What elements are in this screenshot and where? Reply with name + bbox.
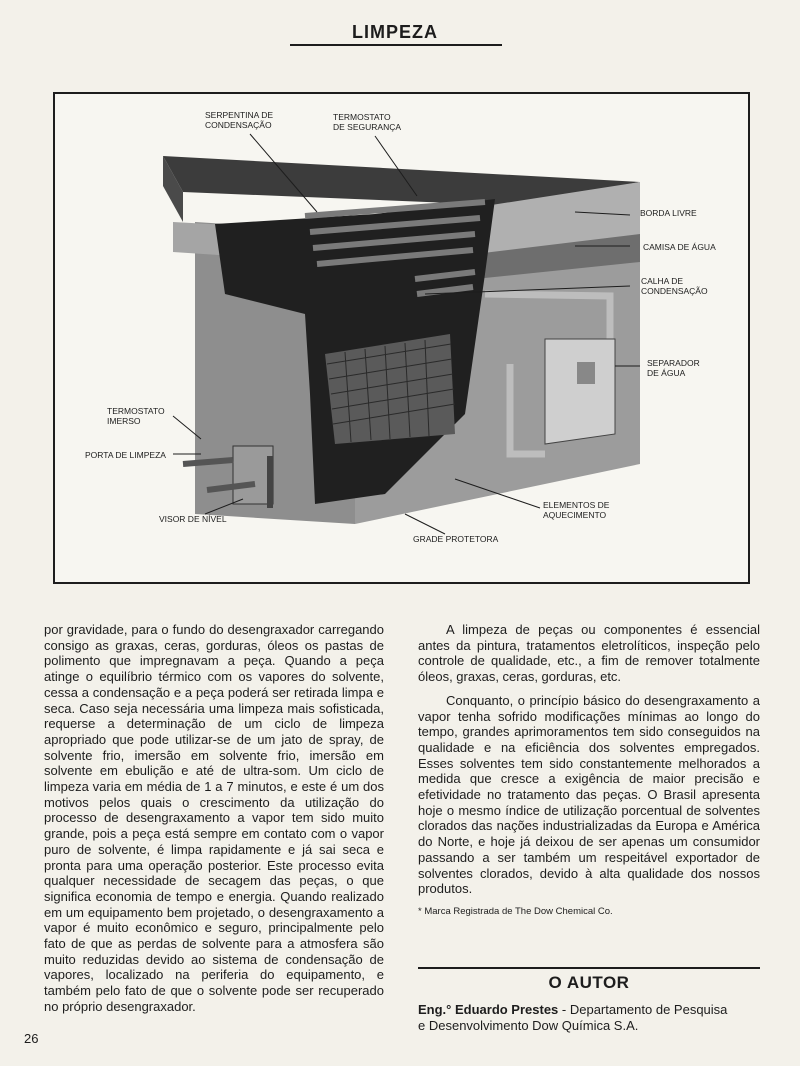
- author-name: Eng.° Eduardo Prestes: [418, 1002, 559, 1017]
- left-paragraph: por gravidade, para o fundo do desengraxador carregando consigo as graxas, ceras, gorduras, óleos os pastas de polimento que impregnavam a peça. Quando a peça atinge o equilíbrio térmico com os vapores do solvente, cessa a condensação e a peça poderá ser retirada limpa e seca. Caso seja necessária uma limpeza mais sofisticada, requerse a determinação de um ciclo de limpeza apropriado que pode utilizar-se de um jato de spray, de solvente frio, imersão em solvente frio, imersão em solvente em ebulição e até de ultra-som. Um ciclo de limpeza varia em média de 1 a 7 minutos, e este é um dos motivos pelos quais o crescimento da utilização do processo de desengraxamento a vapor tem sido muito grande, pois a peça está sempre em contato com o vapor puro de solvente, é limpa rapidamente e já sai seca e pronta para uma operação posterior. Este processo evita qualquer necessidade de secagem das peças, o que significa economia de tempo e energia. Quando realizado em um equipamento bem projetado, o desengraxamento a vapor é muito econômico e seguro, principalmente pelo fato de que as perdas de solvente para a atmosfera são muito reduzidas devido ao sistema de condensação de vapores, localizado na periferia do equipamento, e também pelo fato de que o solvente pode ser recuperado no próprio desengraxador.: [44, 622, 384, 1014]
- label-borda-livre: BORDA LIVRE: [640, 208, 697, 218]
- title-underline: [290, 44, 502, 46]
- page-title: LIMPEZA: [352, 22, 438, 42]
- label-camisa-agua: CAMISA DE ÁGUA: [643, 242, 716, 252]
- label-grade: GRADE PROTETORA: [413, 534, 499, 544]
- author-line-1: [418, 1002, 760, 1018]
- author-divider: [418, 967, 760, 969]
- label-porta-limpeza: PORTA DE LIMPEZA: [85, 450, 166, 460]
- label-termostato-imerso: TERMOSTATO IMERSO: [107, 406, 165, 426]
- degreaser-illustration: [55, 94, 748, 582]
- label-elementos: ELEMENTOS DE AQUECIMENTO: [543, 500, 610, 520]
- page-number: 26: [24, 1031, 39, 1046]
- right-column: [418, 622, 760, 920]
- author-affiliation-1: - Departamento de Pesquisa: [558, 1002, 728, 1017]
- author-heading: O AUTOR: [548, 973, 630, 992]
- label-calha: CALHA DE CONDENSAÇÃO: [641, 276, 708, 296]
- label-separador: SEPARADOR DE ÁGUA: [647, 358, 700, 378]
- author-line-2: e Desenvolvimento Dow Química S.A.: [418, 1018, 639, 1033]
- degreaser-diagram: [53, 92, 750, 584]
- label-termostato-seguranca: TERMOSTATO DE SEGURANÇA: [333, 112, 402, 132]
- label-visor-nivel: VISOR DE NÍVEL: [159, 514, 227, 524]
- right-paragraph-2: Conquanto, o princípio básico do desengraxamento a vapor tenha sofrido modificações mínimas ao longo do tempo, grandes aprimoramentos tem sido conseguidos na qualidade e na eficiência dos solventes empregados. Esses solventes tem sido constantemente melhorados a medida que cresce a exigência de maior precisão e efetividade no tratamento das peças. O Brasil apresenta hoje o mesmo índice de utilização porcentual de solventes clorados das nações industrializadas da Europa e América do Norte, e hoje já deixou de ser apenas um consumidor passando a ser também um respeitável exportador de solventes clorados, devido à alta qualidade dos nossos produtos.: [418, 692, 760, 897]
- label-serpentina: SERPENTINA DE CONDENSAÇÃO: [205, 110, 274, 130]
- left-column: [44, 622, 384, 1015]
- footnote: * Marca Registrada de The Dow Chemical Co.: [418, 905, 613, 917]
- right-paragraph-1: A limpeza de peças ou componentes é essencial antes da pintura, tratamentos eletrolíticos, inspeção pelo controle de qualidade, etc., a fim de remover totalmente óleos, graxas, ceras, gorduras, etc.: [418, 622, 760, 685]
